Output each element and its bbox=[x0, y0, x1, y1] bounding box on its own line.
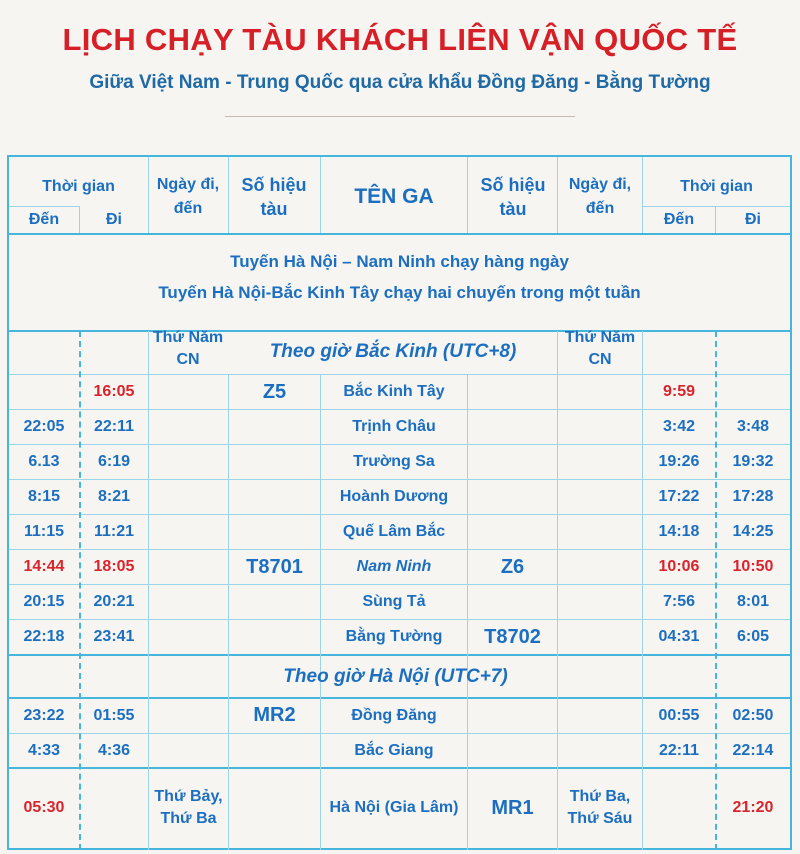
cell-arr-l: 20:15 bbox=[23, 593, 65, 610]
cell-dep-l: 20:21 bbox=[93, 593, 135, 610]
cell-dep-l: 23:41 bbox=[93, 628, 135, 645]
cell-dep-r: 02:50 bbox=[732, 706, 774, 724]
cell-dep-r: 17:28 bbox=[732, 488, 774, 505]
cell-arr-r: 22:11 bbox=[658, 741, 700, 759]
header-time-left: Thời gian bbox=[42, 178, 115, 195]
cell-station: Nam Ninh bbox=[356, 558, 432, 575]
cell-arr-r: 10:06 bbox=[658, 558, 700, 575]
header-train-right: Số hiệu tàu bbox=[480, 175, 546, 219]
cell-dep-r: 14:25 bbox=[732, 523, 774, 540]
cell-dep-l bbox=[80, 768, 148, 848]
cell-arr-l: 6.13 bbox=[28, 453, 60, 470]
cell-train-l: T8701 bbox=[246, 555, 303, 578]
grid-line bbox=[467, 157, 468, 233]
cell-dep-l: 01:55 bbox=[93, 706, 135, 724]
cell-dep-l: 18:05 bbox=[93, 558, 135, 575]
header-arrive-right: Đến bbox=[663, 211, 695, 228]
cell-train-r: T8702 bbox=[484, 625, 541, 648]
cell-days-r: Thứ Ba, Thứ Sáu bbox=[567, 788, 633, 827]
cell-train-r bbox=[468, 410, 557, 444]
cell-train-l bbox=[229, 515, 320, 549]
cell-station: Bằng Tường bbox=[345, 628, 443, 645]
cell-dep-l: 6:19 bbox=[97, 453, 131, 470]
days-right-beijing: Thứ Năm CN bbox=[564, 329, 636, 368]
cell-train-l: Z5 bbox=[262, 380, 287, 403]
timezone-beijing: Theo giờ Bắc Kinh (UTC+8) bbox=[269, 341, 517, 362]
cell-dep-r: 19:32 bbox=[732, 453, 774, 470]
header-arrive-left: Đến bbox=[28, 211, 60, 228]
cell-dep-r: 8:01 bbox=[736, 593, 770, 610]
cell-dep-r: 22:14 bbox=[732, 741, 774, 759]
cell-station: Hoành Dương bbox=[339, 488, 449, 505]
cell-train-l bbox=[229, 480, 320, 514]
cell-train-l bbox=[229, 445, 320, 479]
header-station: TÊN GA bbox=[354, 185, 434, 208]
cell-train-l bbox=[229, 585, 320, 619]
cell-station: Sùng Tả bbox=[362, 593, 426, 610]
days-left-beijing: Thứ Năm CN bbox=[152, 329, 224, 368]
page-subtitle: Giữa Việt Nam - Trung Quốc qua cửa khẩu Đồng Đăng - Bằng Tường bbox=[89, 72, 711, 93]
grid-line bbox=[228, 157, 229, 233]
cell-arr-r: 9:59 bbox=[662, 383, 696, 400]
notes-bottom-border bbox=[9, 330, 790, 332]
cell-train-r bbox=[468, 698, 557, 733]
cell-train-l: MR2 bbox=[253, 704, 296, 726]
cell-station: Đồng Đăng bbox=[351, 706, 437, 724]
cell-dep-r: 6:05 bbox=[736, 628, 770, 645]
cell-arr-r: 14:18 bbox=[658, 523, 700, 540]
grid-line bbox=[557, 157, 558, 233]
header-date-right: Ngày đi, đến bbox=[568, 176, 632, 217]
cell-dep-l: 22:11 bbox=[93, 418, 135, 435]
timezone-hanoi: Theo giờ Hà Nội (UTC+7) bbox=[283, 665, 508, 687]
header-train-left: Số hiệu tàu bbox=[241, 175, 307, 219]
cell-days-l: Thứ Bảy, Thứ Ba bbox=[154, 788, 223, 827]
cell-arr-l: 22:05 bbox=[23, 418, 65, 435]
cell-station: Trịnh Châu bbox=[352, 418, 436, 435]
cell-train-l bbox=[229, 768, 320, 848]
cell-dep-l: 4:36 bbox=[97, 741, 131, 759]
cell-arr-l: 11:15 bbox=[23, 523, 65, 540]
cell-train-r bbox=[468, 480, 557, 514]
page-title: LỊCH CHẠY TÀU KHÁCH LIÊN VẬN QUỐC TẾ bbox=[62, 22, 738, 57]
cell-arr-l: 22:18 bbox=[23, 628, 65, 645]
grid-line bbox=[148, 157, 149, 233]
cell-arr-l: 8:15 bbox=[27, 488, 61, 505]
route-note-2: Tuyến Hà Nội-Bắc Kinh Tây chạy hai chuyến trong một tuần bbox=[158, 283, 641, 302]
header-depart-right: Đi bbox=[745, 211, 761, 228]
cell-train-r bbox=[468, 445, 557, 479]
cell-arr-l bbox=[9, 375, 79, 409]
cell-train-r bbox=[468, 515, 557, 549]
cell-arr-r: 04:31 bbox=[658, 628, 700, 645]
cell-station: Hà Nội (Gia Lâm) bbox=[329, 799, 459, 816]
cell-dep-r: 21:20 bbox=[732, 799, 774, 816]
cell-arr-r: 17:22 bbox=[658, 488, 700, 505]
cell-train-l bbox=[229, 410, 320, 444]
cell-arr-r: 19:26 bbox=[658, 453, 700, 470]
cell-train-l bbox=[229, 734, 320, 767]
cell-arr-l: 4:33 bbox=[27, 741, 61, 759]
cell-train-r bbox=[468, 585, 557, 619]
cell-train-l bbox=[229, 620, 320, 654]
header-date-left: Ngày đi, đến bbox=[156, 176, 220, 217]
cell-arr-r: 00:55 bbox=[658, 706, 700, 724]
cell-arr-l: 05:30 bbox=[23, 799, 65, 816]
cell-dep-l: 16:05 bbox=[93, 383, 135, 400]
cell-station: Quế Lâm Bắc bbox=[342, 523, 446, 540]
route-note-1: Tuyến Hà Nội – Nam Ninh chạy hàng ngày bbox=[230, 252, 569, 271]
cell-station: Bắc Kinh Tây bbox=[343, 383, 445, 400]
title-divider bbox=[225, 116, 575, 117]
cell-dep-r: 10:50 bbox=[732, 558, 774, 575]
cell-train-r: Z6 bbox=[500, 555, 525, 578]
cell-station: Trường Sa bbox=[353, 453, 435, 470]
cell-dep-l: 8:21 bbox=[97, 488, 131, 505]
cell-dep-r: 3:48 bbox=[736, 418, 770, 435]
cell-train-r bbox=[468, 734, 557, 767]
header-time-right: Thời gian bbox=[680, 178, 753, 195]
header-depart-left: Đi bbox=[106, 211, 122, 228]
cell-arr-l: 14:44 bbox=[23, 558, 65, 575]
header-bottom-border bbox=[9, 233, 790, 235]
cell-train-r bbox=[468, 375, 557, 409]
cell-dep-r bbox=[716, 375, 790, 409]
cell-train-r: MR1 bbox=[491, 796, 534, 819]
cell-arr-r bbox=[643, 768, 715, 848]
cell-arr-l: 23:22 bbox=[23, 706, 65, 724]
cell-station: Bắc Giang bbox=[354, 741, 434, 759]
cell-arr-r: 7:56 bbox=[662, 593, 696, 610]
cell-arr-r: 3:42 bbox=[662, 418, 696, 435]
cell-dep-l: 11:21 bbox=[93, 523, 135, 540]
